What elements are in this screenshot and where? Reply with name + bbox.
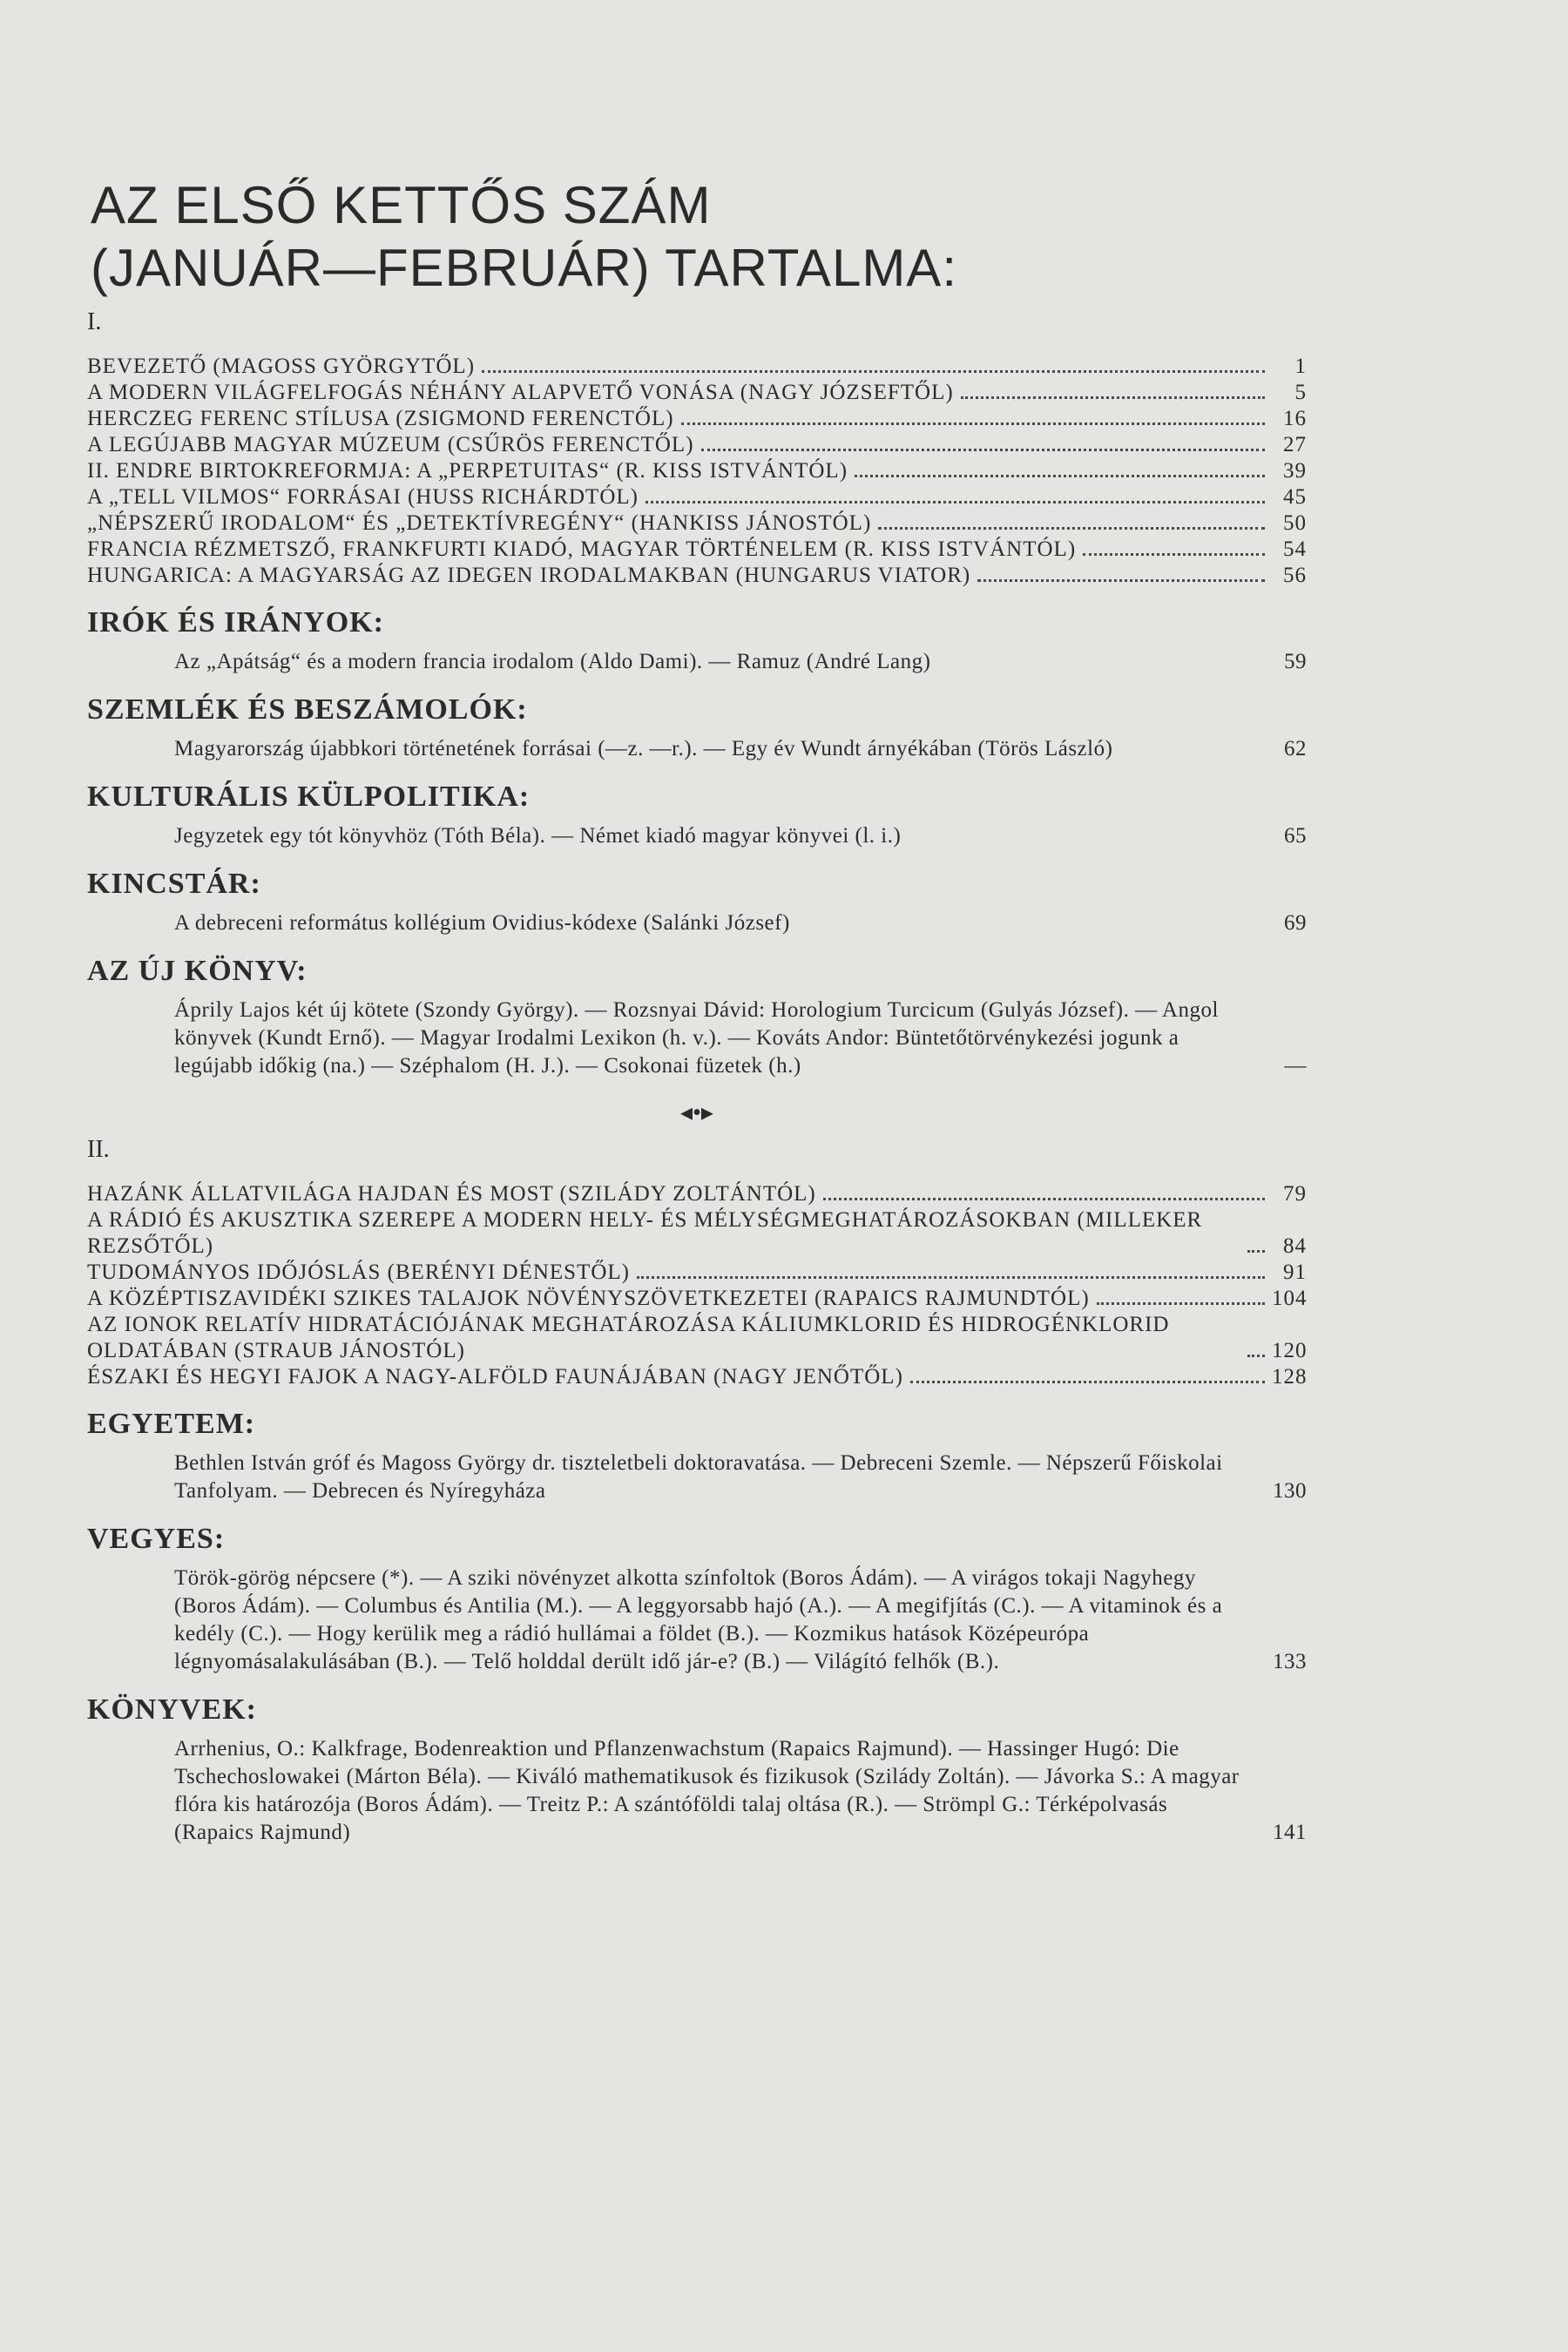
entry-page: 54 xyxy=(1283,537,1307,561)
toc-entry xyxy=(87,1260,1307,1286)
toc-entry xyxy=(87,1312,1307,1364)
section-body xyxy=(87,909,1307,937)
section-heading: VEGYES: xyxy=(87,1523,226,1555)
toc-entry xyxy=(87,1181,1307,1207)
leader-dots xyxy=(1247,1250,1265,1253)
toc-entry xyxy=(87,484,1307,510)
part-2 xyxy=(87,1136,1307,1847)
section-text: Török-görög népcsere (*). — A sziki növényzet alkotta színfoltok (Boros Ádám). — A virágos tokaji Nagyhegy (Boros Ádám). — Columbus és Antilia (M.). — A leggyorsabb hajó (A.). — A megifjítás (C.). — A vitaminok és a kedély (C.). — Hogy kerülik meg a rádió hullámai a földet (B.). — Kozmikus hatások Középeurópa légnyomásalakulásában (B.). — Telő holddal derült idő jár-e? (B.) — Világító felhők (B.). xyxy=(174,1566,1223,1673)
entry-title: HAZÁNK ÁLLATVILÁGA HAJDAN ÉS MOST (SZILÁDY ZOLTÁNTÓL) xyxy=(87,1182,816,1206)
entry-page: 104 xyxy=(1272,1287,1308,1310)
leader-dots xyxy=(681,422,1265,425)
entry-title: A RÁDIÓ ÉS AKUSZTIKA SZEREPE A MODERN HELY- ÉS MÉLYSÉGMEGHATÁROZÁSOKBAN (MILLEKER REZSŐTŐL) xyxy=(87,1208,1203,1258)
section-heading: KÖNYVEK: xyxy=(87,1693,257,1726)
entry-page: 1 xyxy=(1294,355,1307,378)
leader-dots xyxy=(823,1198,1265,1200)
entry-page: 128 xyxy=(1272,1365,1308,1389)
toc-entry xyxy=(87,1286,1307,1312)
entry-page: 91 xyxy=(1283,1260,1307,1284)
section-body xyxy=(87,997,1307,1080)
section-text: Magyarország újabbkori történetének forrásai (—z. —r.). — Egy év Wundt árnyékában (Törös László) xyxy=(174,737,1113,760)
entry-page: 120 xyxy=(1272,1339,1308,1362)
entry-title: ÉSZAKI ÉS HEGYI FAJOK A NAGY-ALFÖLD FAUNÁJÁBAN (NAGY JENŐTŐL) xyxy=(87,1365,903,1389)
entry-page: 27 xyxy=(1283,433,1307,456)
section-text: Az „Apátság“ és a modern francia irodalom (Aldo Dami). — Ramuz (André Lang) xyxy=(174,650,931,673)
section-page: 65 xyxy=(1284,824,1307,848)
entry-page: 50 xyxy=(1283,511,1307,535)
section-page: 141 xyxy=(1273,1821,1307,1844)
leader-dots xyxy=(701,449,1265,451)
toc-entry xyxy=(87,1364,1307,1390)
part-2-sections xyxy=(87,1408,1307,1847)
entry-title: TUDOMÁNYOS IDŐJÓSLÁS (BERÉNYI DÉNESTŐL) xyxy=(87,1260,631,1284)
leader-dots xyxy=(482,370,1265,373)
part-1-label: I. xyxy=(87,308,102,335)
entry-page: 56 xyxy=(1283,564,1307,587)
leader-dots xyxy=(1247,1355,1265,1357)
leader-dots xyxy=(878,527,1265,530)
section-body xyxy=(87,1565,1307,1676)
leader-dots xyxy=(855,475,1265,477)
toc-entry xyxy=(87,537,1307,563)
page-title xyxy=(91,174,1307,300)
entry-title: AZ IONOK RELATÍV HIDRATÁCIÓJÁNAK MEGHATÁROZÁSA KÁLIUMKLORID ÉS HIDROGÉNKLORID OLDATÁBAN (STRAUB JÁNOSTÓL) xyxy=(87,1313,1170,1362)
title-line-2: (JANUÁR—FEBRUÁR) TARTALMA: xyxy=(91,239,957,297)
entry-title: II. ENDRE BIRTOKREFORMJA: A „PERPETUITAS“ (R. KISS ISTVÁNTÓL) xyxy=(87,459,848,483)
toc-entry xyxy=(87,510,1307,537)
entry-title: A KÖZÉPTISZAVIDÉKI SZIKES TALAJOK NÖVÉNYSZÖVETKEZETEI (RAPAICS RAJMUNDTÓL) xyxy=(87,1287,1090,1310)
section-page: 133 xyxy=(1273,1650,1307,1673)
section-heading: AZ ÚJ KÖNYV: xyxy=(87,955,308,987)
section-page: 130 xyxy=(1273,1479,1307,1503)
title-line-1: AZ ELSŐ KETTŐS SZÁM xyxy=(91,176,712,234)
section-text: Bethlen István gróf és Magoss György dr. tiszteletbeli doktoravatása. — Debreceni Szemle. — Népszerű Főiskolai Tanfolyam. — Debrecen és Nyíregyháza xyxy=(174,1451,1223,1503)
entry-page: 39 xyxy=(1283,459,1307,483)
toc-entry xyxy=(87,458,1307,484)
section-text: Jegyzetek egy tót könyvhöz (Tóth Béla). — Német kiadó magyar könyvei (l. i.) xyxy=(174,824,902,848)
leader-dots xyxy=(1097,1302,1265,1305)
toc-entry xyxy=(87,563,1307,589)
leader-dots xyxy=(637,1276,1265,1279)
section-body xyxy=(87,1735,1307,1847)
part-2-label: II. xyxy=(87,1136,110,1163)
toc-entry xyxy=(87,380,1307,406)
section-heading: KINCSTÁR: xyxy=(87,868,261,900)
section-text: Áprily Lajos két új kötete (Szondy György). — Rozsnyai Dávid: Horologium Turcicum (Gulyás József). — Angol könyvek (Kundt Ernő). — Magyar Irodalmi Lexikon (h. v.). — Kováts Andor: Büntetőtörvénykezési jogunk a legújabb időkig (na.) — Széphalom (H. J.). — Csokonai füzetek (h.) xyxy=(174,998,1219,1078)
section-heading: SZEMLÉK ÉS BESZÁMOLÓK: xyxy=(87,693,528,726)
entry-page: 84 xyxy=(1283,1234,1307,1258)
entry-title: FRANCIA RÉZMETSZŐ, FRANKFURTI KIADÓ, MAGYAR TÖRTÉNELEM (R. KISS ISTVÁNTÓL) xyxy=(87,537,1077,561)
part-2-entries xyxy=(87,1181,1307,1390)
leader-dots xyxy=(910,1381,1265,1383)
section-body xyxy=(87,648,1307,676)
entry-title: BEVEZETŐ (MAGOSS GYÖRGYTŐL) xyxy=(87,355,476,378)
leader-dots xyxy=(1083,553,1265,556)
section-body xyxy=(87,735,1307,763)
entry-page: 16 xyxy=(1283,407,1307,430)
toc-entry xyxy=(87,432,1307,458)
section-page: 62 xyxy=(1284,737,1307,760)
ornament-separator: ◂•▸ xyxy=(680,1099,713,1126)
toc-entry xyxy=(87,1207,1307,1260)
entry-page: 45 xyxy=(1283,485,1307,509)
toc-entry xyxy=(87,354,1307,380)
section-page: — xyxy=(1284,1054,1307,1078)
leader-dots xyxy=(977,579,1265,582)
entry-title: A „TELL VILMOS“ FORRÁSAI (HUSS RICHÁRDTÓL) xyxy=(87,485,639,509)
part-1-sections xyxy=(87,606,1307,1080)
section-heading: IRÓK ÉS IRÁNYOK: xyxy=(87,606,384,639)
leader-dots xyxy=(961,396,1265,399)
entry-page: 5 xyxy=(1294,381,1307,404)
entry-title: A MODERN VILÁGFELFOGÁS NÉHÁNY ALAPVETŐ VONÁSA (NAGY JÓZSEFTŐL) xyxy=(87,381,954,404)
entry-title: HERCZEG FERENC STÍLUSA (ZSIGMOND FERENCTŐL) xyxy=(87,407,674,430)
entry-title: HUNGARICA: A MAGYARSÁG AZ IDEGEN IRODALMAKBAN (HUNGARUS VIATOR) xyxy=(87,564,971,587)
entry-title: „NÉPSZERŰ IRODALOM“ ÉS „DETEKTÍVREGÉNY“ (HANKISS JÁNOSTÓL) xyxy=(87,511,872,535)
toc-entry xyxy=(87,406,1307,432)
section-page: 59 xyxy=(1284,650,1307,673)
leader-dots xyxy=(645,501,1265,504)
section-heading: EGYETEM: xyxy=(87,1408,256,1440)
entry-page: 79 xyxy=(1283,1182,1307,1206)
section-text: Arrhenius, O.: Kalkfrage, Bodenreaktion und Pflanzenwachstum (Rapaics Rajmund). — Hassinger Hugó: Die Tschechoslowakei (Márton Béla). — Kiváló mathematikusok és fizikusok (Szilády Zoltán). — Jávorka S.: A magyar flóra kis határozója (Boros Ádám). — Treitz P.: A szántóföldi talaj oltása (R.). — Strömpl G.: Térképolvasás (Rapaics Rajmund) xyxy=(174,1737,1240,1844)
section-page: 69 xyxy=(1284,911,1307,935)
section-body xyxy=(87,822,1307,850)
entry-title: A LEGÚJABB MAGYAR MÚZEUM (CSŰRÖS FERENCTŐL) xyxy=(87,433,694,456)
part-1-entries xyxy=(87,354,1307,589)
section-body xyxy=(87,1450,1307,1505)
section-heading: KULTURÁLIS KÜLPOLITIKA: xyxy=(87,781,531,813)
section-text: A debreceni református kollégium Ovidius-kódexe (Salánki József) xyxy=(174,911,790,935)
